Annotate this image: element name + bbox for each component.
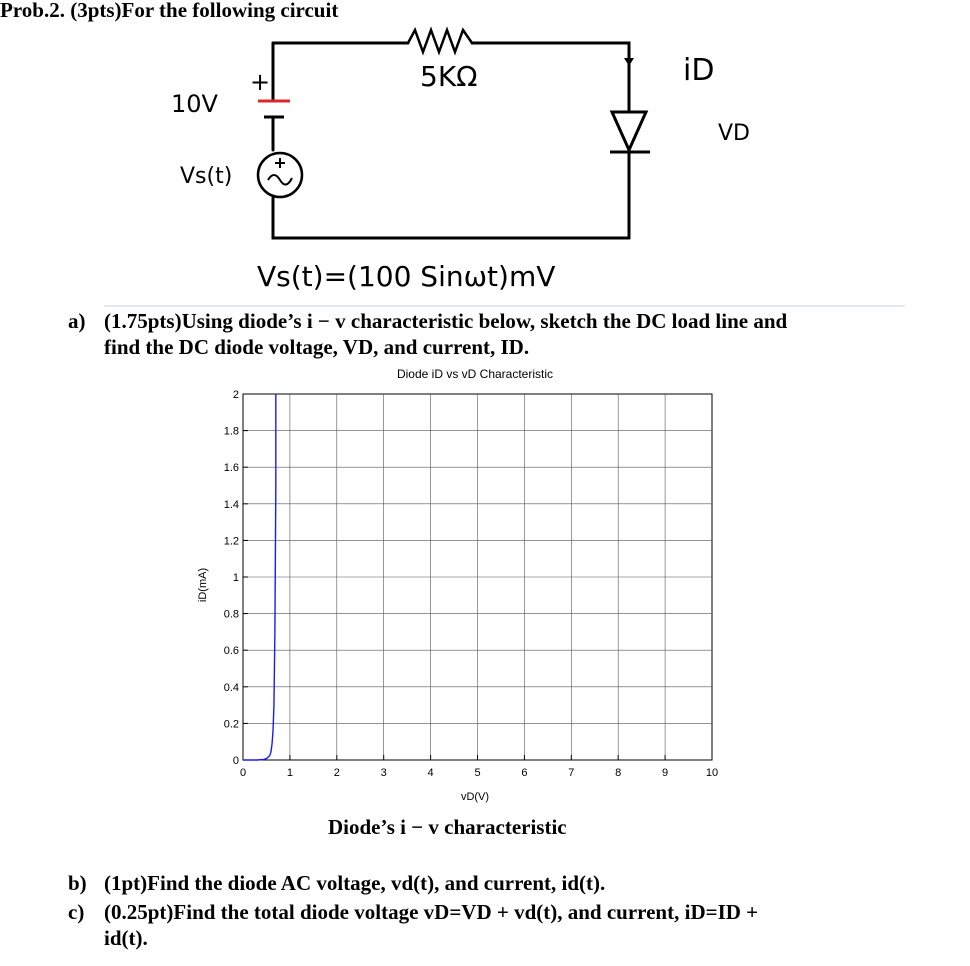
part-c — [68, 899, 758, 951]
y-tick-label: 0.6 — [223, 645, 239, 658]
x-tick-label: 10 — [705, 767, 719, 779]
part-c-text-line1: (0.25pt)Find the total diode voltage vD=VD + vd(t), and current, iD=ID + — [104, 900, 759, 924]
battery-symbol — [258, 101, 290, 117]
part-b-text: (1pt)Find the diode AC voltage, vd(t), and current, id(t). — [104, 871, 606, 895]
part-c-text-line2: id(t). — [104, 926, 148, 950]
part-a — [68, 308, 787, 360]
x-tick-label: 7 — [568, 767, 575, 779]
y-tick-label: 1.4 — [223, 498, 239, 511]
x-tick-label: 4 — [427, 767, 434, 779]
x-tick-label: 5 — [474, 767, 481, 779]
y-tick-label: 1 — [232, 572, 239, 584]
top-wire-right — [472, 43, 629, 60]
part-b-label: b) — [68, 871, 87, 895]
y-tick-label: 0.8 — [223, 608, 239, 621]
ac-source-icon — [258, 153, 302, 197]
part-c-label: c) — [68, 900, 85, 924]
y-tick-label: 1.6 — [223, 462, 239, 475]
x-tick-label: 2 — [333, 767, 340, 779]
resistor-label: 5KΩ — [420, 60, 478, 93]
circuit-diagram — [0, 0, 970, 310]
x-tick-label: 6 — [521, 767, 528, 779]
y-tick-label: 1.2 — [223, 535, 239, 548]
part-b — [68, 870, 605, 896]
part-a-text-line2: find the DC diode voltage, VD, and current, ID. — [104, 335, 530, 359]
source-label: Vs(t) — [180, 164, 233, 189]
current-label: iD — [683, 53, 715, 88]
battery-label: 10V — [171, 90, 218, 118]
part-a-text-line1: (1.75pts)Using diode’s i − v characteristic below, sketch the DC load line and — [104, 309, 788, 333]
chart-container — [180, 360, 740, 810]
resistor-zigzag — [408, 30, 472, 52]
x-tick-label: 8 — [615, 767, 622, 779]
part-a-label: a) — [68, 309, 86, 333]
battery-plus-sign: + — [250, 68, 271, 96]
x-tick-label: 3 — [380, 767, 387, 779]
x-tick-label: 9 — [662, 767, 669, 779]
y-tick-label: 0 — [232, 755, 239, 767]
y-tick-label: 0.2 — [223, 718, 239, 731]
chart-xlabel: vD(V) — [460, 791, 490, 803]
x-tick-label: 1 — [286, 767, 293, 779]
bottom-wire — [273, 198, 629, 238]
source-equation: Vs(t)=(100 Sinωt)mV — [257, 260, 556, 293]
chart-title: Diode iD vs vD Characteristic — [396, 367, 554, 381]
chart-caption: Diode’s i − v characteristic — [328, 815, 567, 839]
iv-chart — [180, 360, 740, 810]
diode-voltage-label: VD — [718, 121, 750, 146]
y-tick-label: 0.4 — [223, 681, 239, 694]
diode-symbol — [610, 112, 650, 152]
problem-title: Prob.2. (3pts)For the following circuit — [0, 0, 339, 22]
x-tick-label: 0 — [239, 767, 247, 779]
y-tick-label: 1.8 — [223, 425, 239, 438]
chart-ylabel: iD(mA) — [197, 567, 209, 603]
y-tick-label: 2 — [232, 389, 239, 401]
